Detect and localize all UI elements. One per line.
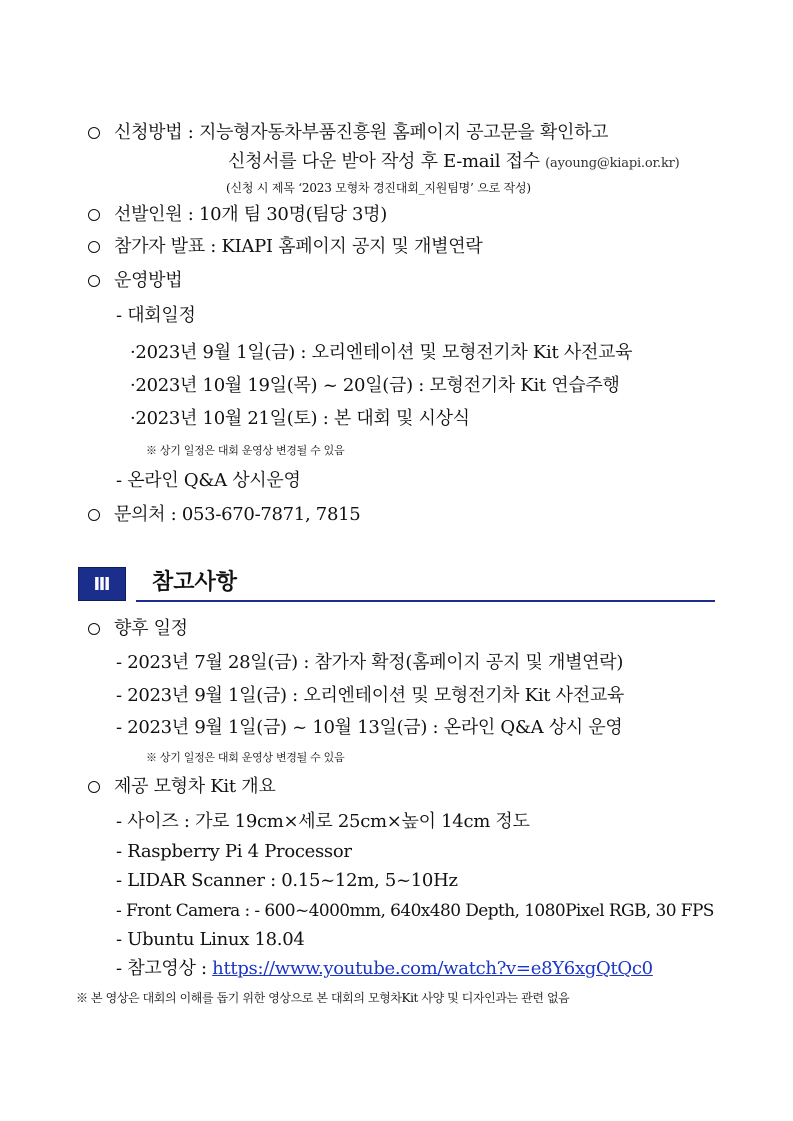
- bullet-circle-icon: [88, 275, 100, 287]
- video-label: - 참고영상 :: [116, 958, 213, 979]
- apply-email: (ayoung@kiapi.or.kr): [545, 156, 680, 171]
- section-header: [78, 567, 715, 603]
- video-line: [116, 958, 653, 980]
- bullet-circle-icon: [88, 623, 100, 635]
- schedule-item: ·2023년 10월 19일(목) ~ 20일(금) : 모형전기차 Kit 연습주행: [130, 375, 620, 396]
- future-line: [88, 618, 188, 640]
- schedule-item: ·2023년 10월 21일(토) : 본 대회 및 시상식: [130, 408, 470, 429]
- apply-text2: 신청서를 다운 받아 작성 후 E-mail 접수: [228, 151, 540, 172]
- selection-text: 선발인원 : 10개 팀 30명(팀당 3명): [114, 204, 387, 225]
- kit-label: 제공 모형차 Kit 개요: [114, 776, 276, 797]
- schedule-label: - 대회일정: [116, 305, 196, 326]
- qa-line: - 온라인 Q&A 상시운영: [116, 470, 301, 491]
- bullet-circle-icon: [88, 781, 100, 793]
- schedule-item: ·2023년 9월 1일(금) : 오리엔테이션 및 모형전기차 Kit 사전교육: [130, 342, 633, 363]
- future-label: 향후 일정: [114, 618, 188, 639]
- kit-line: [88, 776, 275, 798]
- apply-line1: 신청방법 : 지능형자동차부품진흥원 홈페이지 공고문을 확인하고: [88, 122, 608, 144]
- apply-label: 신청방법: [114, 122, 183, 143]
- selection-line: [88, 204, 387, 226]
- announce-line: [88, 236, 482, 258]
- future-note: ※ 상기 일정은 대회 운영상 변경될 수 있음: [146, 751, 345, 764]
- section-divider: [136, 600, 715, 602]
- operation-line: [88, 270, 182, 292]
- kit-item: - LIDAR Scanner : 0.15~12m, 5~10Hz: [116, 870, 458, 891]
- announce-text: 참가자 발표 : KIAPI 홈페이지 공지 및 개별연락: [114, 236, 483, 257]
- kit-item: - Ubuntu Linux 18.04: [116, 929, 305, 950]
- future-item: - 2023년 7월 28일(금) : 참가자 확정(홈페이지 공지 및 개별연락): [116, 652, 624, 673]
- bullet-circle-icon: [88, 509, 100, 521]
- video-link[interactable]: https://www.youtube.com/watch?v=e8Y6xgQtQc0: [212, 958, 653, 979]
- future-item: - 2023년 9월 1일(금) ~ 10월 13일(금) : 온라인 Q&A 상시 운영: [116, 717, 623, 738]
- bullet-circle-icon: [88, 209, 100, 221]
- kit-item: - Raspberry Pi 4 Processor: [116, 841, 352, 862]
- kit-item: - 사이즈 : 가로 19cm×세로 25cm×높이 14cm 정도: [116, 811, 530, 832]
- contact-line: [88, 504, 360, 526]
- footer-note: ※ 본 영상은 대회의 이해를 돕기 위한 영상으로 본 대회의 모형차Kit 사양 및 디자인과는 관련 없음: [76, 991, 570, 1005]
- section-number: Ⅲ: [78, 567, 126, 601]
- operation-label: 운영방법: [114, 270, 183, 291]
- schedule-note: ※ 상기 일정은 대회 운영상 변경될 수 있음: [146, 444, 345, 457]
- bullet-circle-icon: [88, 241, 100, 253]
- section-title: 참고사항: [152, 570, 238, 595]
- kit-item: - Front Camera : - 600~4000mm, 640x480 Depth, 1080Pixel RGB, 30 FPS: [116, 901, 714, 921]
- apply-text1: 지능형자동차부품진흥원 홈페이지 공고문을 확인하고: [198, 122, 609, 143]
- bullet-circle-icon: [88, 127, 100, 139]
- contact-text: 문의처 : 053-670-7871, 7815: [114, 504, 361, 525]
- apply-line2: [228, 151, 680, 175]
- future-item: - 2023년 9월 1일(금) : 오리엔테이션 및 모형전기차 Kit 사전교육: [116, 685, 624, 706]
- apply-note: (신청 시 제목 ‘2023 모형차 경진대회_지원팀명’ 으로 작성): [226, 181, 531, 195]
